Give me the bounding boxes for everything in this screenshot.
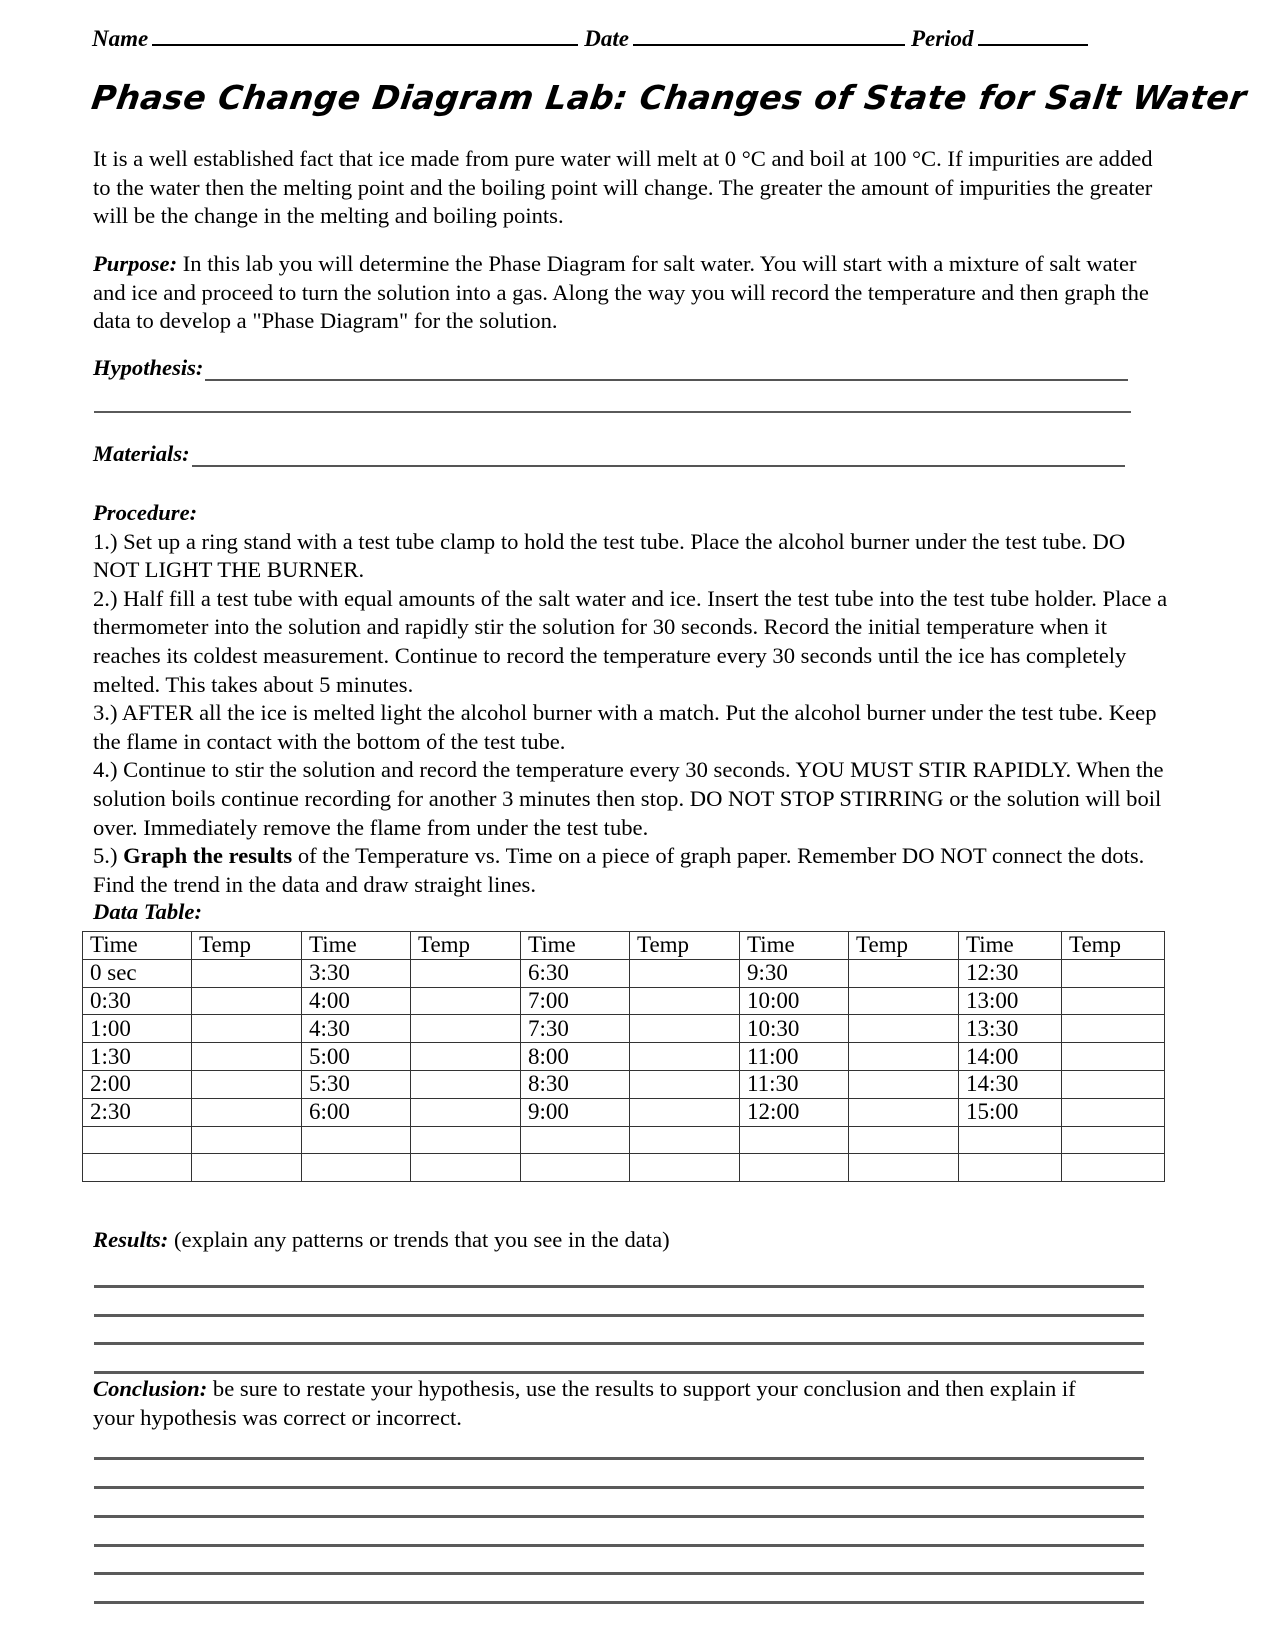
purpose-text: In this lab you will determine the Phase Diagram for salt water. You will start with a mixture of salt water and ice and proceed to turn the solution into a gas. Along the way you will record the temperature and then graph the data to develop a "Phase Diagram" for the solution. xyxy=(93,251,1149,334)
procedure-section xyxy=(93,499,1168,925)
time-cell: 7:00 xyxy=(521,987,630,1015)
page-title: Phase Change Diagram Lab: Changes of State for Salt Water xyxy=(89,78,1250,117)
temp-cell[interactable] xyxy=(1062,1015,1165,1043)
temp-cell[interactable] xyxy=(411,1043,521,1071)
time-cell[interactable] xyxy=(740,1126,849,1154)
table-row xyxy=(83,1154,1165,1182)
temp-cell[interactable] xyxy=(192,1015,302,1043)
period-label: Period xyxy=(910,26,974,51)
temp-cell[interactable] xyxy=(849,1098,959,1126)
procedure-step-2: 2.) Half fill a test tube with equal amounts of the salt water and ice. Insert the test tube into the test tube holder. Place a thermometer into the solution and rapidly stir the solution for 30 seconds. Record the initial temperature when it reaches its coldest measurement. Continue to record the temperature every 30 seconds until the ice has completely melted. This takes about 5 minutes. xyxy=(93,585,1168,697)
time-cell: 2:30 xyxy=(83,1098,192,1126)
header-cell: Time xyxy=(740,932,849,960)
temp-cell[interactable] xyxy=(411,1015,521,1043)
temp-cell[interactable] xyxy=(411,1098,521,1126)
time-cell: 12:00 xyxy=(740,1098,849,1126)
temp-cell[interactable] xyxy=(849,1070,959,1098)
temp-cell[interactable] xyxy=(1062,1098,1165,1126)
table-row xyxy=(83,1098,1165,1126)
time-cell: 7:30 xyxy=(521,1015,630,1043)
temp-cell[interactable] xyxy=(630,1154,740,1182)
time-cell: 10:00 xyxy=(740,987,849,1015)
conclusion-line-6[interactable] xyxy=(94,1601,1144,1604)
temp-cell[interactable] xyxy=(411,1126,521,1154)
hypothesis-line-2[interactable] xyxy=(94,411,1131,413)
time-cell: 12:30 xyxy=(959,959,1062,987)
time-cell: 0:30 xyxy=(83,987,192,1015)
hypothesis-row xyxy=(93,355,1128,381)
time-cell: 2:00 xyxy=(83,1070,192,1098)
procedure-label: Procedure: xyxy=(93,500,198,525)
graph-results-emphasis: Graph the results xyxy=(123,843,293,869)
time-cell[interactable] xyxy=(83,1154,192,1182)
time-cell: 13:30 xyxy=(959,1015,1062,1043)
table-row xyxy=(83,1070,1165,1098)
time-cell: 11:00 xyxy=(740,1043,849,1071)
time-cell: 14:30 xyxy=(959,1070,1062,1098)
temp-cell[interactable] xyxy=(192,1154,302,1182)
temp-cell[interactable] xyxy=(630,1015,740,1043)
time-cell[interactable] xyxy=(959,1126,1062,1154)
conclusion-line-4[interactable] xyxy=(94,1544,1144,1547)
time-cell: 15:00 xyxy=(959,1098,1062,1126)
hypothesis-label: Hypothesis: xyxy=(93,355,204,380)
temp-cell[interactable] xyxy=(1062,1154,1165,1182)
header-cell: Time xyxy=(959,932,1062,960)
time-cell: 4:30 xyxy=(302,1015,411,1043)
conclusion-label: Conclusion: xyxy=(93,1376,208,1401)
time-cell: 1:30 xyxy=(83,1043,192,1071)
time-cell[interactable] xyxy=(521,1126,630,1154)
data-table xyxy=(82,931,1165,1182)
temp-cell[interactable] xyxy=(849,1126,959,1154)
temp-cell[interactable] xyxy=(192,987,302,1015)
temp-cell[interactable] xyxy=(849,1015,959,1043)
table-row xyxy=(83,1043,1165,1071)
purpose-section xyxy=(93,250,1173,336)
time-cell: 3:30 xyxy=(302,959,411,987)
temp-cell[interactable] xyxy=(1062,1043,1165,1071)
results-line-4[interactable] xyxy=(94,1371,1144,1374)
data-table-label: Data Table: xyxy=(93,899,202,925)
results-text: (explain any patterns or trends that you see in the data) xyxy=(168,1227,670,1252)
time-cell: 4:00 xyxy=(302,987,411,1015)
results-line-3[interactable] xyxy=(94,1342,1144,1345)
time-cell: 11:30 xyxy=(740,1070,849,1098)
temp-cell[interactable] xyxy=(1062,959,1165,987)
date-label: Date xyxy=(584,26,629,51)
temp-cell[interactable] xyxy=(192,959,302,987)
time-cell: 13:00 xyxy=(959,987,1062,1015)
time-cell[interactable] xyxy=(83,1126,192,1154)
time-cell: 8:30 xyxy=(521,1070,630,1098)
temp-cell[interactable] xyxy=(849,959,959,987)
period-field[interactable] xyxy=(978,26,1088,46)
temp-cell[interactable] xyxy=(849,987,959,1015)
temp-cell[interactable] xyxy=(849,1043,959,1071)
temp-cell[interactable] xyxy=(192,1098,302,1126)
intro-paragraph: It is a well established fact that ice made from pure water will melt at 0 °C and boil at 100 °C. If impurities are added to the water then the melting point and the boiling point will change. The greater the amount of impurities the greater will be the change in the melting and boiling points. xyxy=(93,146,1153,229)
header-cell: Time xyxy=(302,932,411,960)
conclusion-line-5[interactable] xyxy=(94,1572,1144,1575)
temp-cell[interactable] xyxy=(411,959,521,987)
procedure-step-4: 4.) Continue to stir the solution and record the temperature every 30 seconds. YOU MUST STIR RAPIDLY. When the solution boils continue recording for another 3 minutes then stop. DO NOT STOP STIRRING or the solution will boil over. Immediately remove the flame from under the test tube. xyxy=(93,757,1164,840)
temp-cell[interactable] xyxy=(630,1098,740,1126)
procedure-step-5: 5.) Graph the results of the Temperature vs. Time on a piece of graph paper. Remember DO NOT connect the dots. Find the trend in the data and draw straight lines. xyxy=(93,843,1145,897)
header-cell: Temp xyxy=(630,932,740,960)
results-label: Results: xyxy=(93,1227,169,1252)
name-label: Name xyxy=(92,26,149,51)
time-cell: 10:30 xyxy=(740,1015,849,1043)
date-field[interactable] xyxy=(633,26,905,46)
materials-line[interactable] xyxy=(192,443,1125,467)
results-line-2[interactable] xyxy=(94,1314,1144,1317)
table-header-row xyxy=(83,932,1165,960)
temp-cell[interactable] xyxy=(630,959,740,987)
temp-cell[interactable] xyxy=(1062,1126,1165,1154)
time-cell: 6:30 xyxy=(521,959,630,987)
header-cell: Temp xyxy=(411,932,521,960)
time-cell[interactable] xyxy=(959,1154,1062,1182)
procedure-step-3: 3.) AFTER all the ice is melted light the alcohol burner with a match. Put the alcohol burner under the test tube. Keep the flame in contact with the bottom of the test tube. xyxy=(93,700,1157,754)
time-cell[interactable] xyxy=(302,1126,411,1154)
header-cell: Time xyxy=(83,932,192,960)
time-cell: 5:30 xyxy=(302,1070,411,1098)
header-cell: Temp xyxy=(1062,932,1165,960)
conclusion-line-1[interactable] xyxy=(94,1457,1144,1460)
temp-cell[interactable] xyxy=(630,987,740,1015)
time-cell: 0 sec xyxy=(83,959,192,987)
time-cell[interactable] xyxy=(740,1154,849,1182)
materials-label: Materials: xyxy=(93,441,190,466)
time-cell: 14:00 xyxy=(959,1043,1062,1071)
conclusion-text: be sure to restate your hypothesis, use the results to support your conclusion and then explain if your hypothesis was correct or incorrect. xyxy=(93,1376,1076,1430)
time-cell: 9:30 xyxy=(740,959,849,987)
conclusion-line-2[interactable] xyxy=(94,1486,1144,1489)
header-fields xyxy=(92,26,1094,52)
header-cell: Time xyxy=(521,932,630,960)
name-field[interactable] xyxy=(152,26,578,46)
temp-cell[interactable] xyxy=(192,1043,302,1071)
table-row xyxy=(83,1126,1165,1154)
time-cell: 1:00 xyxy=(83,1015,192,1043)
temp-cell[interactable] xyxy=(411,1154,521,1182)
temp-cell[interactable] xyxy=(630,1043,740,1071)
time-cell[interactable] xyxy=(302,1154,411,1182)
temp-cell[interactable] xyxy=(411,987,521,1015)
table-row xyxy=(83,987,1165,1015)
time-cell: 8:00 xyxy=(521,1043,630,1071)
temp-cell[interactable] xyxy=(630,1126,740,1154)
results-line-1[interactable] xyxy=(94,1285,1144,1288)
time-cell: 5:00 xyxy=(302,1043,411,1071)
time-cell[interactable] xyxy=(521,1154,630,1182)
table-row xyxy=(83,1015,1165,1043)
header-cell: Temp xyxy=(849,932,959,960)
header-cell: Temp xyxy=(192,932,302,960)
table-row xyxy=(83,959,1165,987)
temp-cell[interactable] xyxy=(1062,1070,1165,1098)
time-cell: 6:00 xyxy=(302,1098,411,1126)
conclusion-line-3[interactable] xyxy=(94,1515,1144,1518)
purpose-label: Purpose: xyxy=(93,251,178,276)
temp-cell[interactable] xyxy=(630,1070,740,1098)
time-cell: 9:00 xyxy=(521,1098,630,1126)
temp-cell[interactable] xyxy=(192,1070,302,1098)
temp-cell[interactable] xyxy=(1062,987,1165,1015)
conclusion-section xyxy=(93,1375,1103,1432)
hypothesis-line-1[interactable] xyxy=(205,357,1128,381)
procedure-step-1: 1.) Set up a ring stand with a test tube clamp to hold the test tube. Place the alcohol burner under the test tube. DO NOT LIGHT THE BURNER. xyxy=(93,528,1126,583)
materials-row xyxy=(93,441,1125,467)
results-section xyxy=(93,1226,1173,1255)
temp-cell[interactable] xyxy=(411,1070,521,1098)
temp-cell[interactable] xyxy=(849,1154,959,1182)
temp-cell[interactable] xyxy=(192,1126,302,1154)
